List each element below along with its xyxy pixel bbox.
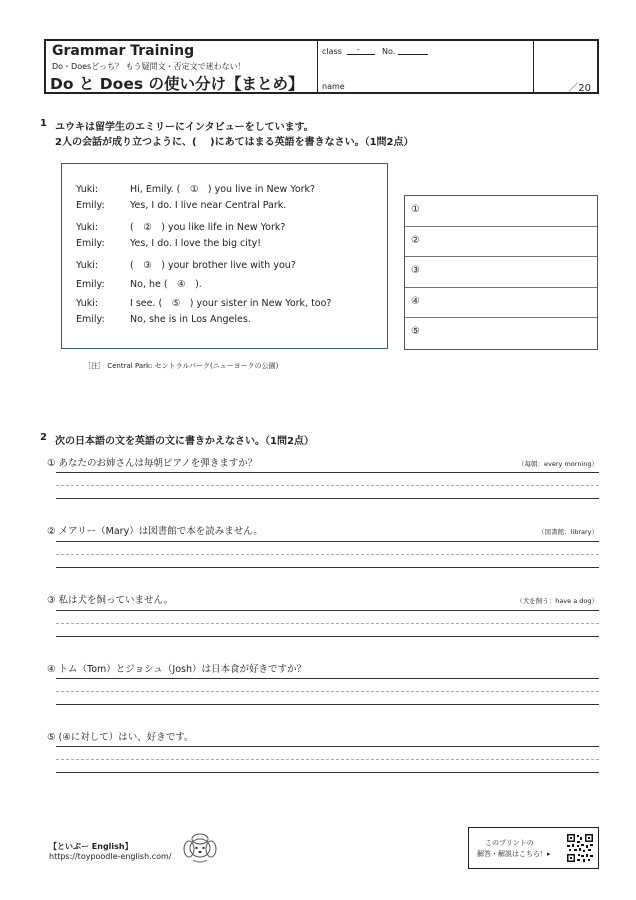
speaker: Emily:: [76, 238, 105, 249]
answer-label: ②: [411, 234, 420, 246]
brand-name: 【といぷー English】: [49, 842, 133, 851]
answer-link-box[interactable]: [468, 827, 599, 869]
answer-boxes: [404, 195, 598, 350]
answer-label: ⑤: [411, 326, 420, 338]
dialogue-text: Yes, I do. I love the big city!: [130, 238, 262, 249]
dialogue-line: [76, 238, 261, 249]
question-hint: （毎朝：every morning）: [518, 460, 598, 468]
speaker: Emily:: [76, 200, 105, 211]
answer-label: ③: [411, 265, 420, 277]
section2-instruction: 次の日本語の文を英語の文に書きかえなさい。（1問2点）: [55, 436, 314, 447]
dialogue-line: [76, 295, 331, 309]
class-blank[interactable]: [347, 54, 375, 55]
answer-box[interactable]: [405, 196, 597, 227]
answer-writing-lines[interactable]: [56, 746, 599, 773]
dialogue-line: [76, 257, 296, 271]
qr-code-icon[interactable]: [566, 833, 594, 867]
poodle-mascot-icon: [180, 830, 220, 868]
dialogue-text: No, she is in Los Angeles.: [130, 314, 251, 325]
answer-writing-lines[interactable]: [56, 610, 599, 637]
number-label: No.: [382, 47, 396, 56]
speaker: Emily:: [76, 314, 105, 325]
speaker: Yuki:: [76, 222, 99, 233]
name-label: name: [322, 82, 345, 91]
answer-writing-lines[interactable]: [56, 678, 599, 705]
answer-box[interactable]: [405, 288, 597, 319]
vocab-note: ［注］ Central Park: セントラルパーク(ニューヨークの公園): [84, 362, 279, 370]
dialogue-text: ( ② ) you like life in New York?: [130, 222, 286, 233]
section1-instruction-line2: 2人の会話が成り立つように、( )にあてはまる英語を書きなさい。（1問2点）: [55, 137, 414, 148]
section1-number: 1: [40, 118, 47, 129]
question-text: ⑤ (④に対して）はい、好きです。: [47, 732, 194, 743]
question-hint: （犬を飼う：have a dog）: [516, 597, 598, 605]
dialogue-box: [61, 163, 388, 349]
speaker: Emily:: [76, 279, 105, 290]
question-text: ④ トム（Tom）とジョシュ（Josh）は日本食が好きですか？: [47, 664, 306, 675]
dialogue-text: No, he ( ④ ).: [130, 279, 202, 290]
title-cell: [46, 41, 318, 92]
dialogue-text: Yes, I do. I live near Central Park.: [130, 200, 287, 211]
answer-label: ④: [411, 295, 420, 307]
speaker: Yuki:: [76, 184, 99, 195]
answer-writing-lines[interactable]: [56, 472, 599, 499]
number-blank[interactable]: [398, 54, 428, 55]
question-hint: （図書館：library）: [538, 528, 598, 536]
dialogue-line: [76, 219, 285, 233]
dialogue-line: [76, 314, 251, 325]
header-subtitle: Do・Doesどっち？ もう疑問文・否定文で迷わない！: [52, 62, 246, 71]
question-text: ③ 私は犬を飼っていません。: [47, 595, 174, 606]
answer-box[interactable]: [405, 227, 597, 258]
answer-label: ①: [411, 204, 420, 215]
dialogue-text: Hi, Emily. ( ① ) you live in New York?: [130, 184, 316, 195]
answer-writing-lines[interactable]: [56, 541, 599, 568]
question-text: ② メアリー（Mary）は図書館で本を読みません。: [47, 526, 263, 537]
worksheet-title: Do と Does の使い分け【まとめ】: [50, 75, 304, 93]
answer-link-text-2: 解答・解説はこちら！▸: [477, 850, 551, 858]
score-cell: [534, 41, 597, 92]
speaker: Yuki:: [76, 260, 99, 271]
dialogue-line: [76, 276, 202, 290]
site-url[interactable]: https://toypoodle-english.com/: [49, 852, 172, 861]
answer-box[interactable]: [405, 318, 597, 349]
worksheet-header: [44, 39, 599, 94]
score-total: ／20: [568, 83, 591, 94]
question-text: ① あなたのお姉さんは毎朝ピアノを弾きますか？: [47, 458, 258, 469]
answer-link-text-1: このプリントの: [485, 839, 534, 847]
dialogue-line: [76, 200, 286, 211]
class-name-cell: [318, 41, 534, 92]
answer-box[interactable]: [405, 257, 597, 288]
class-label: class: [322, 47, 342, 56]
section2-number: 2: [40, 432, 47, 443]
class-separator: -: [357, 45, 360, 54]
dialogue-text: I see. ( ⑤ ) your sister in New York, too?: [130, 298, 332, 309]
dialogue-line: [76, 181, 315, 195]
dialogue-text: ( ③ ) your brother live with you?: [130, 260, 296, 271]
grammar-training-label: Grammar Training: [52, 43, 195, 59]
speaker: Yuki:: [76, 298, 99, 309]
section1-instruction-line1: ユウキは留学生のエミリーにインタビューをしています。: [55, 122, 314, 133]
